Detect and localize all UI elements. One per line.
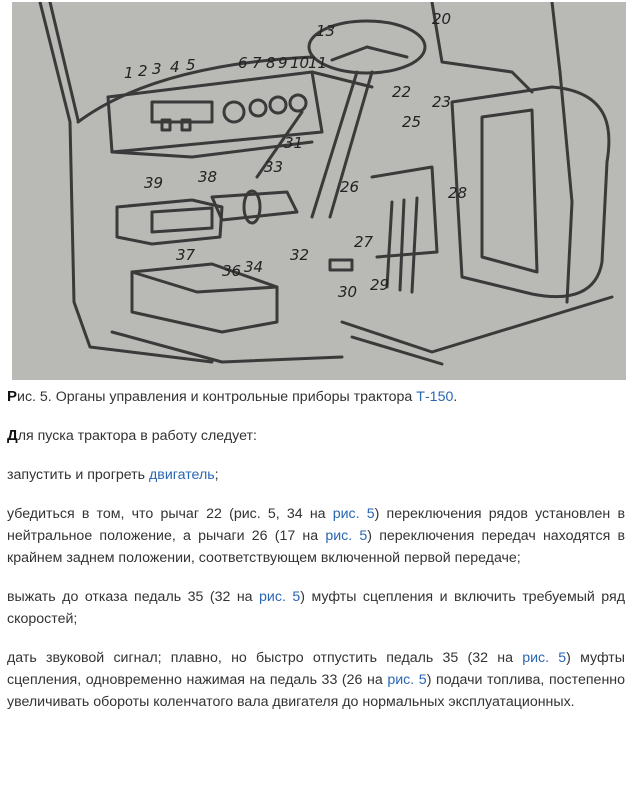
- step-3-text-2: ) муфты сцепления и включить требуемый ряд скоростей;: [7, 589, 625, 627]
- callout-9: 9: [278, 54, 288, 72]
- callout-23: 23: [432, 93, 452, 111]
- step-2-text-3: ) переключения передач находятся в крайнем заднем положении, соответствующем включенной первой передаче;: [7, 528, 625, 566]
- figure-caption: [7, 386, 625, 408]
- cab-drawing: [12, 2, 626, 380]
- step-3-text-1: выжать до отказа педаль 35 (32 на: [7, 589, 260, 605]
- gauge-2: [250, 100, 266, 116]
- link-engine[interactable]: двигатель: [149, 467, 215, 483]
- intro-drop-letter: Д: [7, 427, 18, 444]
- step-2-text-1: убедиться в том, что рычаг 22 (рис. 5, 34 на: [7, 506, 333, 522]
- step-2-text-2: ) переключения рядов установлен в нейтральное положение, а рычаги 26 (17 на: [7, 506, 625, 544]
- callout-6: 6: [238, 54, 248, 72]
- right-side-panel: [452, 87, 609, 297]
- step-1-end: ;: [214, 467, 219, 483]
- callout-1: 1: [124, 64, 134, 82]
- callout-10: 10: [290, 54, 310, 72]
- callout-36: 36: [222, 262, 242, 280]
- step-2-paragraph: [7, 503, 625, 569]
- step-4-paragraph: [7, 647, 625, 713]
- step-4-text-2: ) муфты сцепления, одновременно нажимая на педаль 33 (26 на: [7, 650, 625, 688]
- right-inner-panel: [482, 110, 537, 272]
- step-1-paragraph: [7, 464, 625, 486]
- link-fig5-a[interactable]: рис. 5: [332, 506, 375, 522]
- callout-27: 27: [354, 233, 374, 251]
- lever-base: [212, 192, 297, 220]
- caption-text: ис. 5. Органы управления и контрольные приборы трактора: [17, 389, 417, 405]
- callout-26: 26: [340, 178, 360, 196]
- switch-1: [162, 120, 170, 130]
- link-fig5-d[interactable]: рис. 5: [522, 650, 567, 666]
- callout-4: 4: [170, 58, 180, 76]
- step-3-paragraph: [7, 586, 625, 630]
- link-fig5-b[interactable]: рис. 5: [325, 528, 368, 544]
- callout-32: 32: [290, 246, 310, 264]
- gauge-1: [224, 102, 244, 122]
- gauge-4: [290, 95, 306, 111]
- callout-5: 5: [186, 56, 196, 74]
- caption-link-t150[interactable]: Т-150: [416, 389, 454, 405]
- callout-25: 25: [402, 113, 422, 131]
- intro-paragraph: [7, 425, 625, 447]
- callout-29: 29: [370, 276, 390, 294]
- pedal-stalks: [387, 198, 417, 292]
- callout-3: 3: [152, 60, 162, 78]
- callout-20: 20: [432, 10, 452, 28]
- step-4-text-1: дать звуковой сигнал; плавно, но быстро отпустить педаль 35 (32 на: [7, 650, 523, 666]
- floor-edge: [112, 332, 342, 362]
- callout-31: 31: [284, 134, 304, 152]
- callout-8: 8: [266, 54, 276, 72]
- callout-30: 30: [338, 283, 358, 301]
- steering-spoke-1: [332, 47, 367, 60]
- callout-13: 13: [316, 22, 336, 40]
- caption-end: .: [453, 389, 458, 405]
- link-fig5-e[interactable]: рис. 5: [387, 672, 427, 688]
- floor-rail: [342, 297, 612, 352]
- callout-33: 33: [264, 158, 284, 176]
- callout-39: 39: [144, 174, 164, 192]
- callout-38: 38: [198, 168, 218, 186]
- step-4-text-3: ) подачи топлива, постепенно увеличивать обороты коленчатого вала двигателя до нормальных эксплуатационных.: [7, 672, 625, 710]
- callout-34: 34: [244, 258, 264, 276]
- switch-2: [182, 120, 190, 130]
- step-1-text: запустить и прогреть: [7, 467, 150, 483]
- callout-11: 11: [308, 54, 328, 72]
- frame-right-pillar: [552, 2, 572, 302]
- pedal-30: [330, 260, 352, 270]
- steering-spoke-2: [367, 47, 407, 57]
- link-fig5-c[interactable]: рис. 5: [259, 589, 301, 605]
- caption-drop-letter: Р: [7, 388, 18, 405]
- battery-cells: [152, 208, 212, 232]
- callout-22: 22: [392, 83, 412, 101]
- intro-text: ля пуска трактора в работу следует:: [17, 428, 257, 444]
- article-text: [7, 386, 625, 730]
- gauge-3: [270, 97, 286, 113]
- battery-box: [117, 200, 222, 244]
- callout-37: 37: [176, 246, 196, 264]
- callout-2: 2: [138, 62, 148, 80]
- tractor-cab-figure: [12, 2, 626, 380]
- callout-28: 28: [448, 184, 468, 202]
- callout-7: 7: [252, 54, 262, 72]
